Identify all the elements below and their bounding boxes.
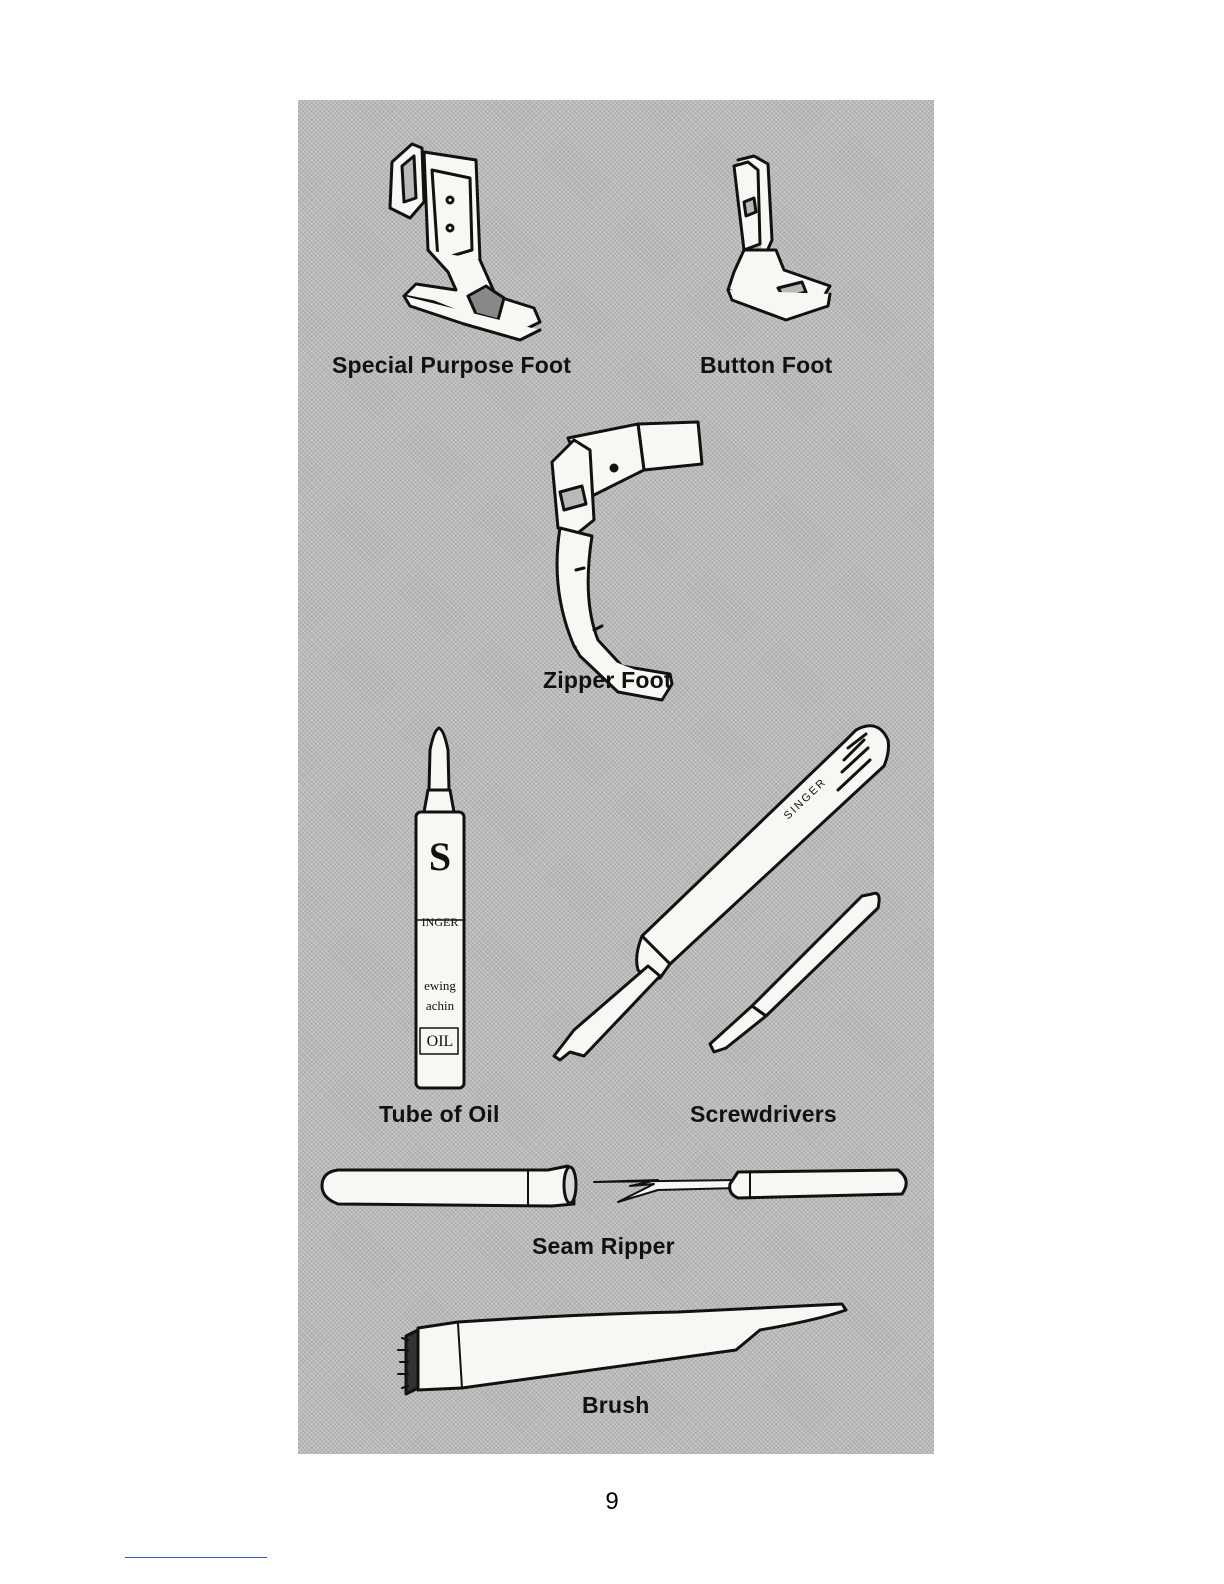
caption-zipper-foot: Zipper Foot bbox=[543, 667, 672, 693]
oil-tube-line1: ewing bbox=[424, 978, 456, 993]
caption-brush: Brush bbox=[582, 1392, 650, 1418]
brush-drawing bbox=[398, 1304, 846, 1394]
page-number: 9 bbox=[605, 1488, 619, 1515]
oil-tube-line3: OIL bbox=[426, 1033, 454, 1050]
screwdrivers-drawing bbox=[554, 726, 889, 1060]
caption-special-purpose-foot: Special Purpose Foot bbox=[332, 352, 572, 378]
special-purpose-foot-drawing bbox=[390, 144, 540, 340]
seam-ripper-drawing bbox=[322, 1166, 906, 1206]
caption-button-foot: Button Foot bbox=[700, 352, 833, 378]
oil-tube-brand: INGER bbox=[421, 915, 459, 929]
caption-screwdrivers: Screwdrivers bbox=[690, 1101, 837, 1127]
oil-tube-line2: achin bbox=[425, 998, 455, 1013]
oil-tube-logo: S bbox=[428, 834, 452, 879]
illustration-panel bbox=[298, 100, 934, 1454]
screwdriver-brand: SINGER bbox=[781, 775, 830, 823]
caption-seam-ripper: Seam Ripper bbox=[532, 1233, 675, 1259]
button-foot-drawing bbox=[728, 156, 830, 320]
zipper-foot-drawing bbox=[552, 422, 702, 700]
caption-tube-of-oil: Tube of Oil bbox=[379, 1101, 500, 1127]
footer-rule bbox=[125, 1557, 267, 1558]
